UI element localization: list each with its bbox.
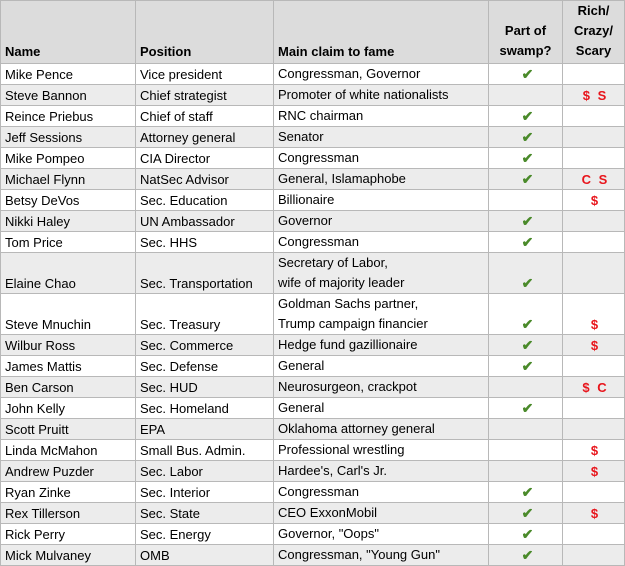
table-row (1, 377, 625, 398)
cell-name: Steve Mnuchin (1, 294, 136, 335)
checkmark-icon: ✔ (521, 66, 534, 82)
table-row (1, 169, 625, 190)
claim-line: Congressman, "Young Gun" (278, 547, 440, 562)
claim-line: Neurosurgeon, crackpot (278, 379, 417, 394)
cell-claim (274, 440, 489, 461)
cell-position: OMB (136, 545, 274, 566)
rich-crazy-scary-flag: $ (590, 443, 601, 458)
cell-rich-crazy-scary (563, 419, 625, 440)
claim-line: Senator (278, 129, 324, 144)
cell-name: Ben Carson (1, 377, 136, 398)
table-row (1, 64, 625, 85)
checkmark-icon: ✔ (521, 108, 534, 124)
cell-swamp (489, 169, 563, 190)
cell-position: Attorney general (136, 127, 274, 148)
cell-swamp (489, 461, 563, 482)
claim-line: General, Islamaphobe (278, 171, 406, 186)
cell-rich-crazy-scary (563, 294, 625, 335)
cell-rich-crazy-scary (563, 503, 625, 524)
cell-position: Sec. Commerce (136, 335, 274, 356)
cell-swamp (489, 106, 563, 127)
rich-crazy-scary-flag: $ (590, 193, 601, 208)
cell-position: Vice president (136, 64, 274, 85)
cell-name: James Mattis (1, 356, 136, 377)
checkmark-icon: ✔ (521, 337, 534, 353)
cell-claim (274, 148, 489, 169)
claim-line: Promoter of white nationalists (278, 87, 449, 102)
header-name: Name (1, 1, 136, 64)
cell-claim (274, 127, 489, 148)
cell-swamp (489, 148, 563, 169)
cell-swamp (489, 377, 563, 398)
checkmark-icon: ✔ (521, 234, 534, 250)
cell-position: Sec. State (136, 503, 274, 524)
claim-line: Billionaire (278, 192, 335, 207)
cell-rich-crazy-scary (563, 127, 625, 148)
rich-crazy-scary-flag: $ C (582, 380, 609, 395)
cell-name: Rick Perry (1, 524, 136, 545)
cell-claim (274, 253, 489, 294)
cell-swamp (489, 503, 563, 524)
table-row (1, 524, 625, 545)
cell-claim (274, 524, 489, 545)
checkmark-icon: ✔ (521, 316, 534, 332)
cell-rich-crazy-scary (563, 211, 625, 232)
table-row (1, 294, 625, 335)
claim-line: Trump campaign financier (278, 316, 428, 331)
cell-position: Sec. Treasury (136, 294, 274, 335)
cell-name: Steve Bannon (1, 85, 136, 106)
checkmark-icon: ✔ (521, 505, 534, 521)
rich-crazy-scary-flag: $ (590, 338, 601, 353)
table-row (1, 482, 625, 503)
claim-line: Congressman (278, 150, 359, 165)
cell-rich-crazy-scary (563, 440, 625, 461)
cell-name: Andrew Puzder (1, 461, 136, 482)
checkmark-icon: ✔ (521, 547, 534, 563)
table-row (1, 419, 625, 440)
cell-rich-crazy-scary (563, 148, 625, 169)
cell-position: Small Bus. Admin. (136, 440, 274, 461)
cell-claim (274, 545, 489, 566)
cell-position: NatSec Advisor (136, 169, 274, 190)
table-body (1, 64, 625, 566)
cell-rich-crazy-scary (563, 232, 625, 253)
cell-position: Chief strategist (136, 85, 274, 106)
cell-rich-crazy-scary (563, 377, 625, 398)
cell-claim (274, 64, 489, 85)
cell-claim (274, 106, 489, 127)
cell-swamp (489, 127, 563, 148)
header-claim: Main claim to fame (274, 1, 489, 64)
table-row (1, 335, 625, 356)
cell-claim (274, 461, 489, 482)
cell-rich-crazy-scary (563, 335, 625, 356)
cell-rich-crazy-scary (563, 253, 625, 294)
checkmark-icon: ✔ (521, 484, 534, 500)
cell-rich-crazy-scary (563, 85, 625, 106)
table-row (1, 148, 625, 169)
cell-position: Chief of staff (136, 106, 274, 127)
claim-line: Congressman (278, 484, 359, 499)
table-row (1, 232, 625, 253)
cell-swamp (489, 419, 563, 440)
cell-name: Rex Tillerson (1, 503, 136, 524)
cell-swamp (489, 356, 563, 377)
rich-crazy-scary-flag: $ (590, 506, 601, 521)
header-swamp (489, 1, 563, 64)
cell-claim (274, 190, 489, 211)
cell-name: Scott Pruitt (1, 419, 136, 440)
cell-name: Wilbur Ross (1, 335, 136, 356)
cell-claim (274, 211, 489, 232)
rich-crazy-scary-flag: $ (590, 464, 601, 479)
claim-line: Hardee's, Carl's Jr. (278, 463, 387, 478)
header-rcs-line2: Crazy/ (573, 23, 614, 38)
cell-name: Linda McMahon (1, 440, 136, 461)
table-row (1, 461, 625, 482)
cell-position: UN Ambassador (136, 211, 274, 232)
claim-line: wife of majority leader (278, 275, 405, 290)
cell-claim (274, 85, 489, 106)
table-row (1, 127, 625, 148)
checkmark-icon: ✔ (521, 129, 534, 145)
cell-claim (274, 294, 489, 335)
cell-swamp (489, 440, 563, 461)
cell-name: Tom Price (1, 232, 136, 253)
table-row (1, 503, 625, 524)
claim-line: Congressman (278, 234, 359, 249)
cell-name: Jeff Sessions (1, 127, 136, 148)
table-row (1, 211, 625, 232)
cell-claim (274, 169, 489, 190)
header-swamp-line2: swamp? (499, 43, 552, 58)
cell-claim (274, 377, 489, 398)
cell-swamp (489, 294, 563, 335)
claim-line: Professional wrestling (278, 442, 405, 457)
table-row (1, 356, 625, 377)
claim-line: General (278, 358, 325, 373)
cell-position: Sec. Homeland (136, 398, 274, 419)
header-swamp-line1: Part of (504, 23, 547, 38)
cell-rich-crazy-scary (563, 545, 625, 566)
claim-line: Governor, "Oops" (278, 526, 379, 541)
cell-rich-crazy-scary (563, 356, 625, 377)
cell-position: EPA (136, 419, 274, 440)
table-row (1, 85, 625, 106)
cell-swamp (489, 85, 563, 106)
cell-name: Betsy DeVos (1, 190, 136, 211)
cell-claim (274, 356, 489, 377)
cell-swamp (489, 545, 563, 566)
checkmark-icon: ✔ (521, 358, 534, 374)
claim-line: RNC chairman (278, 108, 364, 123)
header-rcs-line1: Rich/ (577, 3, 610, 18)
cell-swamp (489, 482, 563, 503)
cell-swamp (489, 190, 563, 211)
cell-swamp (489, 335, 563, 356)
claim-line: Hedge fund gazillionaire (278, 337, 418, 352)
table-row (1, 106, 625, 127)
cell-claim (274, 482, 489, 503)
header-rich-crazy-scary (563, 1, 625, 64)
cell-position: Sec. Interior (136, 482, 274, 503)
claim-line: Oklahoma attorney general (278, 421, 435, 436)
cell-swamp (489, 253, 563, 294)
cell-swamp (489, 232, 563, 253)
claim-line: CEO ExxonMobil (278, 505, 377, 520)
cell-swamp (489, 64, 563, 85)
checkmark-icon: ✔ (521, 275, 534, 291)
cell-name: Elaine Chao (1, 253, 136, 294)
rich-crazy-scary-flag: C S (581, 172, 610, 187)
cell-rich-crazy-scary (563, 64, 625, 85)
cell-name: John Kelly (1, 398, 136, 419)
cell-position: Sec. HHS (136, 232, 274, 253)
cell-position: Sec. Defense (136, 356, 274, 377)
cell-rich-crazy-scary (563, 106, 625, 127)
cell-position: Sec. Labor (136, 461, 274, 482)
cell-position: Sec. Education (136, 190, 274, 211)
cell-swamp (489, 211, 563, 232)
header-row (1, 1, 625, 64)
checkmark-icon: ✔ (521, 213, 534, 229)
cell-rich-crazy-scary (563, 169, 625, 190)
checkmark-icon: ✔ (521, 526, 534, 542)
cell-rich-crazy-scary (563, 398, 625, 419)
cell-claim (274, 335, 489, 356)
header-position: Position (136, 1, 274, 64)
checkmark-icon: ✔ (521, 171, 534, 187)
table-row (1, 190, 625, 211)
claim-line: Governor (278, 213, 333, 228)
cell-swamp (489, 398, 563, 419)
table-row (1, 440, 625, 461)
cell-name: Ryan Zinke (1, 482, 136, 503)
table-row (1, 253, 625, 294)
cell-claim (274, 398, 489, 419)
cell-rich-crazy-scary (563, 524, 625, 545)
cell-position: Sec. Energy (136, 524, 274, 545)
claim-line: General (278, 400, 325, 415)
cell-name: Reince Priebus (1, 106, 136, 127)
cell-claim (274, 232, 489, 253)
claim-line: Secretary of Labor, (278, 255, 388, 270)
table-row (1, 545, 625, 566)
cell-name: Mike Pompeo (1, 148, 136, 169)
cell-name: Nikki Haley (1, 211, 136, 232)
cell-position: Sec. Transportation (136, 253, 274, 294)
header-rcs-line3: Scary (575, 43, 612, 58)
claim-line: Goldman Sachs partner, (278, 296, 419, 311)
cell-position: CIA Director (136, 148, 274, 169)
cell-name: Mick Mulvaney (1, 545, 136, 566)
table-row (1, 398, 625, 419)
claim-line: Congressman, Governor (278, 66, 421, 81)
cell-swamp (489, 524, 563, 545)
cell-position: Sec. HUD (136, 377, 274, 398)
checkmark-icon: ✔ (521, 400, 534, 416)
checkmark-icon: ✔ (521, 150, 534, 166)
cell-rich-crazy-scary (563, 482, 625, 503)
rich-crazy-scary-flag: $ (590, 317, 601, 332)
cell-name: Mike Pence (1, 64, 136, 85)
rich-crazy-scary-flag: $ S (582, 88, 609, 103)
cell-claim (274, 419, 489, 440)
cell-rich-crazy-scary (563, 461, 625, 482)
cell-name: Michael Flynn (1, 169, 136, 190)
cell-rich-crazy-scary (563, 190, 625, 211)
cell-claim (274, 503, 489, 524)
